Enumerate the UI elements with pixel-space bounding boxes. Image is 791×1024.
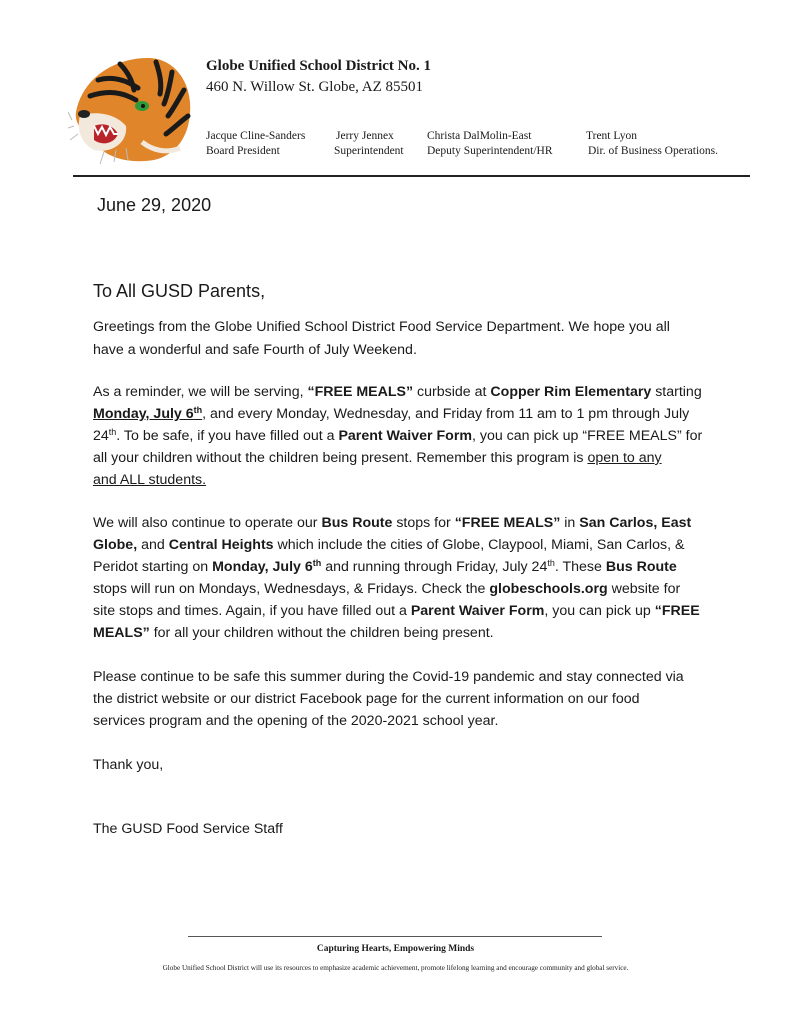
text-run: “FREE MEALS” bbox=[307, 384, 414, 400]
officer-board-president bbox=[206, 129, 305, 159]
paragraph-line bbox=[93, 427, 702, 446]
paragraph-line bbox=[93, 449, 662, 468]
officer-title: Dir. of Business Operations. bbox=[588, 145, 719, 157]
text-run: MEALS” bbox=[93, 625, 150, 641]
text-run: , you can pick up bbox=[544, 603, 655, 619]
letter-date: June 29, 2020 bbox=[97, 195, 212, 215]
text-run: We will also continue to operate our bbox=[93, 515, 322, 531]
officer-business-director bbox=[586, 129, 718, 159]
paragraph-line: have a wonderful and safe Fourth of July Weekend. bbox=[93, 342, 417, 358]
text-run: Bus Route bbox=[605, 559, 677, 575]
officer-name: Jerry Jennex bbox=[336, 130, 394, 142]
officer-title: Deputy Superintendent/HR bbox=[427, 145, 553, 157]
text-run: and ALL students. bbox=[93, 472, 207, 488]
officer-superintendent bbox=[334, 129, 404, 159]
officer-deputy-superintendent bbox=[427, 129, 553, 159]
text-run: Parent Waiver Form bbox=[410, 603, 545, 619]
district-name: Globe Unified School District No. 1 bbox=[206, 58, 431, 74]
text-run: , you can pick up “FREE MEALS” for bbox=[471, 428, 703, 444]
footer-divider bbox=[188, 936, 602, 937]
text-run: stops will run on Mondays, Wednesdays, & Fridays. Check the bbox=[93, 581, 490, 597]
text-run: “FREE MEALS” bbox=[454, 515, 561, 531]
paragraph-line bbox=[93, 514, 691, 533]
text-run: and running through Friday, July 24 bbox=[321, 559, 548, 575]
text-run: curbside at bbox=[413, 384, 491, 400]
letterhead-divider bbox=[73, 175, 750, 177]
paragraph-line: Please continue to be safe this summer during the Covid-19 pandemic and stay connected via bbox=[93, 669, 684, 685]
officer-name: Christa DalMolin-East bbox=[427, 130, 532, 142]
footer-motto: Capturing Hearts, Empowering Minds bbox=[316, 944, 475, 954]
text-run: Copper Rim Elementary bbox=[490, 384, 652, 400]
officer-title: Board President bbox=[206, 145, 280, 157]
text-run: . These bbox=[554, 559, 606, 575]
paragraph-line bbox=[93, 383, 702, 402]
tiger-mascot-icon bbox=[68, 50, 196, 165]
text-run: Parent Waiver Form bbox=[338, 428, 472, 444]
text-run: , and every Monday, Wednesday, and Friday from 11 am to 1 pm through July bbox=[202, 406, 690, 422]
text-run: which include the cities of Globe, Claypool, Miami, San Carlos, & bbox=[273, 537, 685, 553]
ordinal-suffix: th bbox=[312, 558, 322, 568]
text-run: and bbox=[137, 537, 169, 553]
footer-mission: Globe Unified School District will use its resources to emphasize academic achievement, promote lifelong learning and encourage community and global service. bbox=[162, 964, 629, 972]
officer-name: Trent Lyon bbox=[586, 130, 638, 142]
paragraph-line bbox=[93, 602, 700, 621]
signature: The GUSD Food Service Staff bbox=[93, 821, 283, 837]
ordinal-suffix: th bbox=[108, 427, 117, 437]
ordinal-suffix: th bbox=[193, 405, 203, 415]
text-run: Globe, bbox=[93, 537, 138, 553]
text-run: Monday, July 6 bbox=[93, 406, 194, 422]
paragraph-line: Greetings from the Globe Unified School District Food Service Department. We hope you all bbox=[93, 319, 670, 335]
text-run: website for bbox=[607, 581, 681, 597]
text-run: Bus Route bbox=[321, 515, 393, 531]
paragraph-line bbox=[93, 558, 677, 577]
salutation: To All GUSD Parents, bbox=[93, 281, 266, 301]
text-run: San Carlos, East bbox=[579, 515, 692, 531]
text-run: Peridot starting on bbox=[93, 559, 213, 575]
text-run: Monday, July 6 bbox=[212, 559, 313, 575]
text-run: Central Heights bbox=[168, 537, 274, 553]
text-run: As a reminder, we will be serving, bbox=[93, 384, 308, 400]
website-link: globeschools.org bbox=[489, 581, 608, 597]
text-run: in bbox=[560, 515, 580, 531]
paragraph-line bbox=[93, 536, 684, 555]
officer-title: Superintendent bbox=[334, 145, 404, 157]
text-run: . To be safe, if you have filled out a bbox=[116, 428, 339, 444]
district-address: 460 N. Willow St. Globe, AZ 85501 bbox=[206, 79, 424, 95]
paragraph-line: the district website or our district Facebook page for the current information on our food bbox=[93, 691, 640, 707]
text-run: open to any bbox=[587, 450, 662, 466]
text-run: site stops and times. Again, if you have filled out a bbox=[93, 603, 411, 619]
paragraph-line bbox=[93, 580, 680, 599]
paragraph-line: services program and the opening of the 2020-2021 school year. bbox=[93, 713, 499, 729]
paragraph-line bbox=[93, 471, 206, 490]
officer-name: Jacque Cline-Sanders bbox=[206, 130, 306, 142]
text-run: all your children without the children being present. Remember this program is bbox=[93, 450, 588, 466]
paragraph-line bbox=[93, 405, 689, 424]
text-run: “FREE bbox=[654, 603, 700, 619]
ordinal-suffix: th bbox=[547, 558, 555, 568]
text-run: starting bbox=[651, 384, 702, 400]
text-run: for all your children without the children being present. bbox=[149, 625, 494, 641]
paragraph-line bbox=[93, 624, 494, 643]
text-run: 24 bbox=[93, 428, 109, 444]
text-run bbox=[93, 406, 202, 422]
closing: Thank you, bbox=[93, 757, 164, 773]
text-run: stops for bbox=[392, 515, 455, 531]
